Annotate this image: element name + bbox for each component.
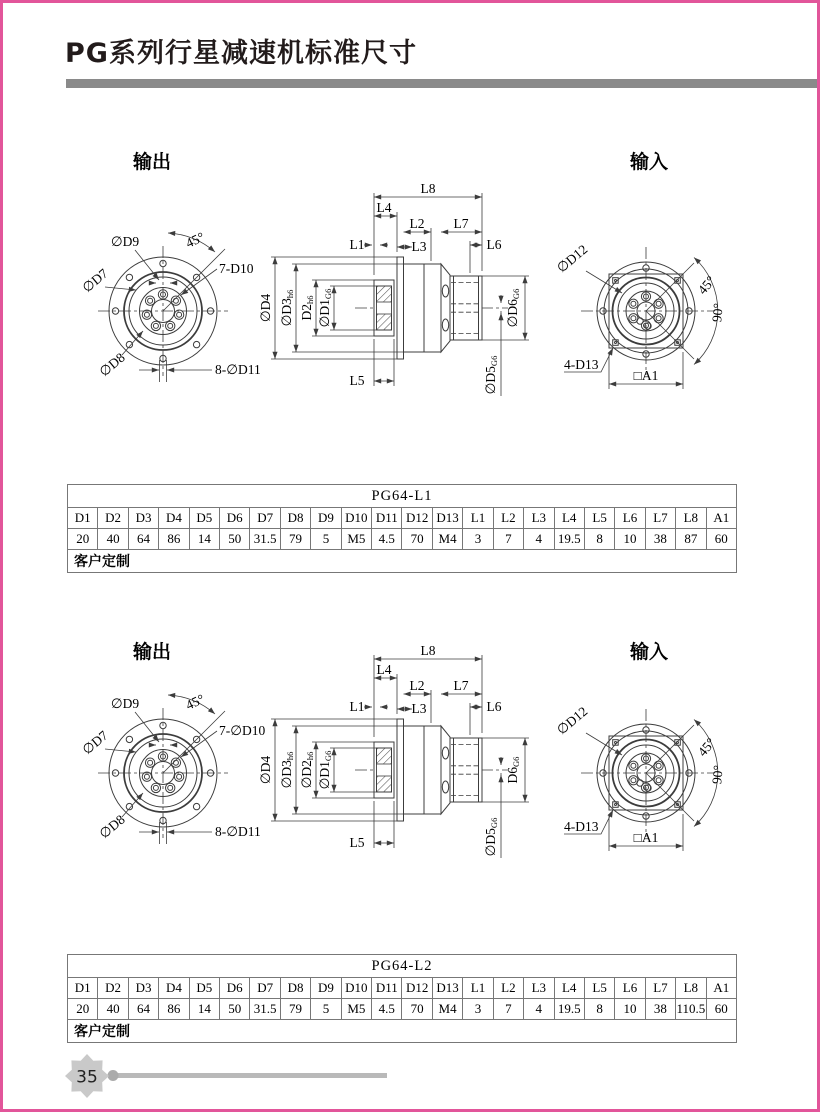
value-cell: 70 <box>402 999 432 1020</box>
header-cell: D1 <box>68 978 98 999</box>
value-cell: 4 <box>524 529 554 550</box>
value-cell: 4.5 <box>372 529 402 550</box>
header-cell: L1 <box>463 508 493 529</box>
dim-label-d4: ∅D4 <box>258 293 273 323</box>
header-cell: L2 <box>493 508 523 529</box>
header-cell: D5 <box>189 508 219 529</box>
dim-label-d5: ∅D5G6 <box>483 817 499 857</box>
drawing-set-2 <box>3 595 820 885</box>
value-cell: 20 <box>68 529 98 550</box>
header-cell: A1 <box>706 508 736 529</box>
dim-label-l5: L5 <box>349 835 365 850</box>
header-cell: D9 <box>311 978 341 999</box>
dim-label-a1: □A1 <box>633 830 659 845</box>
value-cell: 40 <box>98 999 128 1020</box>
header-cell: D10 <box>341 978 371 999</box>
header-cell: D2 <box>98 978 128 999</box>
dim-label-l7: L7 <box>453 216 469 231</box>
dim-label-d1: ∅D1G6 <box>317 750 333 790</box>
dim-label-4-d13: 4-D13 <box>564 819 599 834</box>
header-cell: D4 <box>159 978 189 999</box>
dim-label-45deg-input: 45° <box>694 273 719 298</box>
footer-line <box>111 1073 387 1078</box>
dim-label-l4: L4 <box>376 662 392 677</box>
value-cell: 50 <box>220 999 250 1020</box>
dim-label-l3: L3 <box>411 239 427 254</box>
header-cell: L3 <box>524 978 554 999</box>
header-cell: D6 <box>220 508 250 529</box>
dim-label-d7: ∅D7 <box>79 727 111 758</box>
dim-label-7-d10: 7-∅D10 <box>219 723 266 738</box>
header-cell: D13 <box>432 978 462 999</box>
dim-label-d8: ∅D8 <box>96 811 128 842</box>
header-cell: D10 <box>341 508 371 529</box>
dim-label-d1: ∅D1G6 <box>317 288 333 328</box>
dim-label-d7: ∅D7 <box>79 265 111 296</box>
table-header-row <box>68 978 737 999</box>
header-cell: L5 <box>584 978 614 999</box>
value-cell: 87 <box>676 529 706 550</box>
header-cell: D3 <box>128 978 158 999</box>
dim-label-l5: L5 <box>349 373 365 388</box>
dim-label-4-d13: 4-D13 <box>564 357 599 372</box>
dim-label-45deg: 45° <box>183 691 207 713</box>
dim-label-7-d10: 7-D10 <box>219 261 254 276</box>
dim-label-90deg-input: 90° <box>709 302 726 323</box>
header-cell: D7 <box>250 978 280 999</box>
value-cell: 5 <box>311 529 341 550</box>
value-cell: 14 <box>189 529 219 550</box>
value-cell: 50 <box>220 529 250 550</box>
value-cell: 3 <box>463 529 493 550</box>
header-cell: D1 <box>68 508 98 529</box>
input-view-title: 输入 <box>629 151 669 173</box>
header-cell: L6 <box>615 508 645 529</box>
value-cell: 10 <box>615 999 645 1020</box>
header-cell: L6 <box>615 978 645 999</box>
dim-label-45deg: 45° <box>183 229 207 251</box>
dim-label-d8: ∅D8 <box>96 349 128 380</box>
header-cell: D13 <box>432 508 462 529</box>
table-title: PG64-L2 <box>68 955 737 978</box>
dim-label-45deg-input: 45° <box>694 735 719 760</box>
dim-label-l7: L7 <box>453 678 469 693</box>
spec-table-pg64-l1 <box>67 484 737 573</box>
value-cell: 10 <box>615 529 645 550</box>
dim-label-d6: ∅D6G6 <box>505 288 521 328</box>
header-cell: L7 <box>645 508 675 529</box>
header-cell: L8 <box>676 508 706 529</box>
header-cell: D12 <box>402 978 432 999</box>
value-cell: 64 <box>128 529 158 550</box>
value-cell: 4.5 <box>372 999 402 1020</box>
value-cell: 86 <box>159 999 189 1020</box>
dim-label-d4: ∅D4 <box>258 755 273 785</box>
header-cell: D8 <box>280 508 310 529</box>
dim-label-l8: L8 <box>420 181 436 196</box>
value-cell: 7 <box>493 999 523 1020</box>
footer-line-dot <box>108 1070 119 1081</box>
dim-label-d9: ∅D9 <box>110 234 140 249</box>
title-underline-bar <box>66 79 817 88</box>
output-view-title: 输出 <box>132 641 172 663</box>
header-cell: D2 <box>98 508 128 529</box>
value-cell: M5 <box>341 529 371 550</box>
table-title: PG64-L1 <box>68 485 737 508</box>
page-footer <box>3 1043 423 1109</box>
drawing-set-1 <box>3 133 820 423</box>
value-cell: 7 <box>493 529 523 550</box>
dim-label-d2: ∅D2h6 <box>299 751 315 789</box>
header-cell: L8 <box>676 978 706 999</box>
value-cell: 79 <box>280 999 310 1020</box>
value-cell: 79 <box>280 529 310 550</box>
dim-label-l6: L6 <box>486 699 502 714</box>
dim-label-d6: D6G6 <box>505 756 521 784</box>
dim-label-d12: ∅D12 <box>553 241 591 276</box>
custom-note: 客户定制 <box>68 550 737 573</box>
dim-label-d3: ∅D3h6 <box>279 289 295 327</box>
value-cell: 38 <box>645 529 675 550</box>
value-cell: 70 <box>402 529 432 550</box>
header-cell: D8 <box>280 978 310 999</box>
value-cell: 40 <box>98 529 128 550</box>
value-cell: 38 <box>645 999 675 1020</box>
header-cell: L4 <box>554 508 584 529</box>
header-cell: A1 <box>706 978 736 999</box>
dim-label-d2: D2h6 <box>299 295 315 321</box>
dim-label-8-d11: 8-∅D11 <box>215 824 261 839</box>
header-cell: D7 <box>250 508 280 529</box>
dim-label-l4: L4 <box>376 200 392 215</box>
dim-label-l1: L1 <box>349 237 365 252</box>
dim-label-d9: ∅D9 <box>110 696 140 711</box>
table-header-row <box>68 508 737 529</box>
table-value-row <box>68 999 737 1020</box>
value-cell: 8 <box>584 529 614 550</box>
header-cell: D11 <box>372 508 402 529</box>
dim-label-l2: L2 <box>409 678 425 693</box>
value-cell: 31.5 <box>250 999 280 1020</box>
value-cell: 8 <box>584 999 614 1020</box>
value-cell: 20 <box>68 999 98 1020</box>
value-cell: 110.5 <box>676 999 706 1020</box>
dim-label-d3: ∅D3h6 <box>279 751 295 789</box>
dim-label-d5: ∅D5G6 <box>483 355 499 395</box>
value-cell: 5 <box>311 999 341 1020</box>
dim-label-l2: L2 <box>409 216 425 231</box>
dim-label-l1: L1 <box>349 699 365 714</box>
dim-label-a1: □A1 <box>633 368 659 383</box>
dim-label-90deg-input: 90° <box>709 764 726 785</box>
header-cell: L2 <box>493 978 523 999</box>
header-cell: D9 <box>311 508 341 529</box>
value-cell: 86 <box>159 529 189 550</box>
value-cell: 19.5 <box>554 999 584 1020</box>
value-cell: 14 <box>189 999 219 1020</box>
value-cell: 3 <box>463 999 493 1020</box>
header-cell: L7 <box>645 978 675 999</box>
header-cell: D5 <box>189 978 219 999</box>
value-cell: 60 <box>706 529 736 550</box>
header-cell: D4 <box>159 508 189 529</box>
value-cell: 64 <box>128 999 158 1020</box>
value-cell: 60 <box>706 999 736 1020</box>
header-cell: D3 <box>128 508 158 529</box>
header-cell: L1 <box>463 978 493 999</box>
value-cell: M5 <box>341 999 371 1020</box>
dim-label-8-d11: 8-∅D11 <box>215 362 261 377</box>
custom-note: 客户定制 <box>68 1020 737 1043</box>
output-view-title: 输出 <box>132 151 172 173</box>
header-cell: L4 <box>554 978 584 999</box>
page-number: 35 <box>76 1067 98 1088</box>
header-cell: D6 <box>220 978 250 999</box>
dim-label-l8: L8 <box>420 643 436 658</box>
value-cell: 31.5 <box>250 529 280 550</box>
header-cell: L5 <box>584 508 614 529</box>
page-title: PG系列行星减速机标准尺寸 <box>65 38 417 69</box>
spec-table-pg64-l2 <box>67 954 737 1043</box>
dim-label-l3: L3 <box>411 701 427 716</box>
value-cell: M4 <box>432 529 462 550</box>
header-cell: L3 <box>524 508 554 529</box>
dim-label-d12: ∅D12 <box>553 703 591 738</box>
header-cell: D11 <box>372 978 402 999</box>
table-value-row <box>68 529 737 550</box>
input-view-title: 输入 <box>629 641 669 663</box>
value-cell: 4 <box>524 999 554 1020</box>
value-cell: 19.5 <box>554 529 584 550</box>
dim-label-l6: L6 <box>486 237 502 252</box>
value-cell: M4 <box>432 999 462 1020</box>
header-cell: D12 <box>402 508 432 529</box>
